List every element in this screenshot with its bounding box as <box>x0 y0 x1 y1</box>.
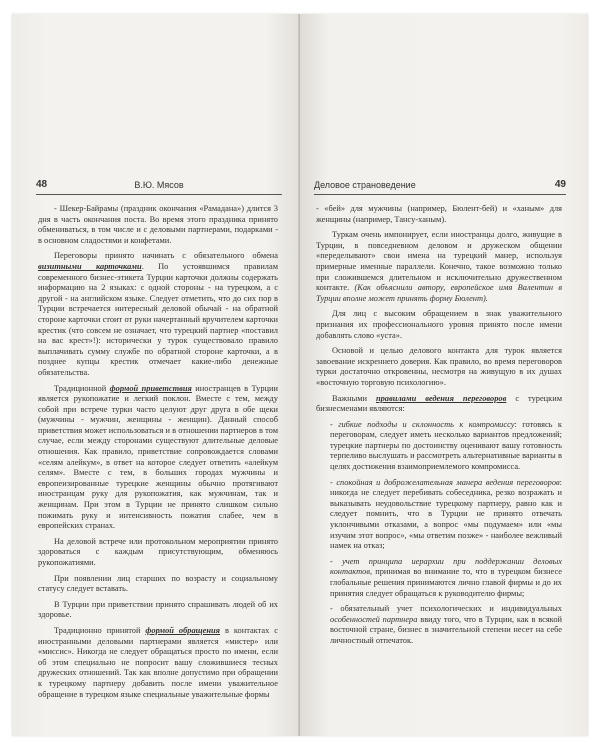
paragraph: На деловой встрече или протокольном мероприятии принято здороваться с каждым присутствующим, обменяюсь рукопожатиями. <box>38 536 278 567</box>
paragraph: Для лиц с высоким обращением в знак уважительного признания их профессионального уровня принято после имени добавлять слово «уста». <box>316 309 562 340</box>
right-page-header <box>314 178 566 195</box>
paragraph: Основой и целью делового контакта для турок является завоевание искреннего доверия. Как правило, во время переговоров турки достаточно откровенны, несмотря на живущую в их душах «восточную торговую психологию». <box>316 346 562 387</box>
list-item: - гибкие подходы и склонность к компромиссу: готовясь к переговорам, следует иметь несколько вариантов предложений; турецкие партнеры по достоинству оценивают вашу готовность терпеливо выслушать и рассмотреть альтернативные варианты в целях достижения взаимоприемлемого компромисса. <box>330 419 562 472</box>
running-title: В.Ю. Мясов <box>134 180 184 190</box>
paragraph: Традиционно принятой формой обращения в контактах с иностранными деловыми партнерами является «мистер» или «миссис». Никогда не следует обращаться просто по имени, если об этом специально не попросит вашу сложившиеся тесных дружеских отношений. Так как вполне допустимо при обращении к турецкому партнеру добавить после имени уважительное обращение в турецком языке специальные уважительные формы <box>38 625 279 699</box>
left-page <box>12 14 300 736</box>
left-page-header <box>36 178 282 195</box>
book-spread <box>12 14 588 736</box>
page-number: 49 <box>554 179 566 190</box>
right-page-body <box>316 204 562 652</box>
paragraph: При появлении лиц старших по возрасту и социальному статусу следует вставать. <box>38 573 278 594</box>
paragraph: Переговоры принято начинать с обязательного обмена визитными карточками. По устоявшимся правилам современного бизнес-этикета Турции карточки должны содержать информацию на 2 языках: с одной стороны - на турецком, а с другой - на английском языке. Следует отметить, что до сих пор в Турции встречается интересный деловой обычай - на обратной стороне карточки стоит от руки начертанный вручителем карточки крестик (что совсем не означает, что турецкий партнер «поставил на вас крест»!): исторически у турок существовало правило выплачивать сумму службе по обратной стороне карточки, а в позднее купцы крестик отмечает какие-либо денежные обязательства. <box>38 251 279 377</box>
list-item: - учет принципа иерархии при поддержании деловых контактов, принимая во внимание то, что в турецком бизнесе глобальные решения принимаются лично главой фирмы и до их принятия следует обращаться к руководителю фирмы; <box>330 556 562 598</box>
paragraph: Важными правилами ведения переговоров с турецким бизнесменами являются: <box>316 393 562 414</box>
right-page <box>300 14 588 736</box>
left-page-body <box>38 204 278 705</box>
paragraph: Традиционной формой приветствия иностранцев в Турции является рукопожатие и легкий поклон. Вместе с тем, между собой при встрече турки часто целуют друг друга в обе щеки (мужчины - мужчин, женщины - женщин). Данный способ приветствия может использоваться и в отношении партнеров в том случае, если между сторонами существуют длительные деловые отношения. Как правило, приветствие сопровождается словами «селям алейкум», в ответ на которое следует ответить «алейкум селям». Вместе с тем, в больших городах мужчины и европеизированные турецкие женщины обычно протягивают иностранцам руку для рукопожатия, как мужчинам, так и женщинам. При этом в Турции не принято слишком сильно пожимать руку и интенсивность пожатия слабее, чем в европейских странах. <box>38 383 279 531</box>
list-item: - обязательный учет психологических и индивидуальных особенностей партнера ввиду того, что в Турции, как в всякой восточной стране, бизнес в значительной степени несет на себе личностный отпечаток. <box>330 604 562 645</box>
running-title: Деловое страноведение <box>314 180 416 190</box>
page-number: 48 <box>36 179 48 190</box>
paragraph: - «бей» для мужчины (например, Бюлент-бей) и «ханым» для женщины (например, Тансу-ханым). <box>316 204 562 224</box>
paragraph: В Турции при приветствии принято спрашивать людей об их здоровье. <box>38 599 278 620</box>
paragraph: - Шекер-Байрамы (праздник окончания «Рамадана») длится 3 дня в часть окончания поста. Во время этого праздника принято обмениваться, в том числе и с деловыми партнерами, подарками - в основном сладостями и конфетами. <box>38 204 278 245</box>
list-item: - спокойная и доброжелательная манера ведения переговоров: никогда не следует перебивать собеседника, резко возражать и выказывать неудовольствие турецкому партнеру, равно как и следует помнить, что в Турции не принято отвечать уклончивыми отказами, а вопрос «мы подумаем» или «мы изучим этот вопрос», «мы ответим позже» - наиболее вежливый намек на отказ; <box>330 477 562 551</box>
paragraph: Туркам очень импонирует, если иностранцы долго, живущие в Турции, в повседневном деловом и дружеском общении «переделывают» свои имена на турецкий манер, используя примерные именные параллели. Конечно, такое возможно только при сложившемся длительном и исключительно дружественном контакте. (Как объяснили автору, европейское имя Валентин в Турции вполне может принять форму Бюлент). <box>316 230 562 303</box>
